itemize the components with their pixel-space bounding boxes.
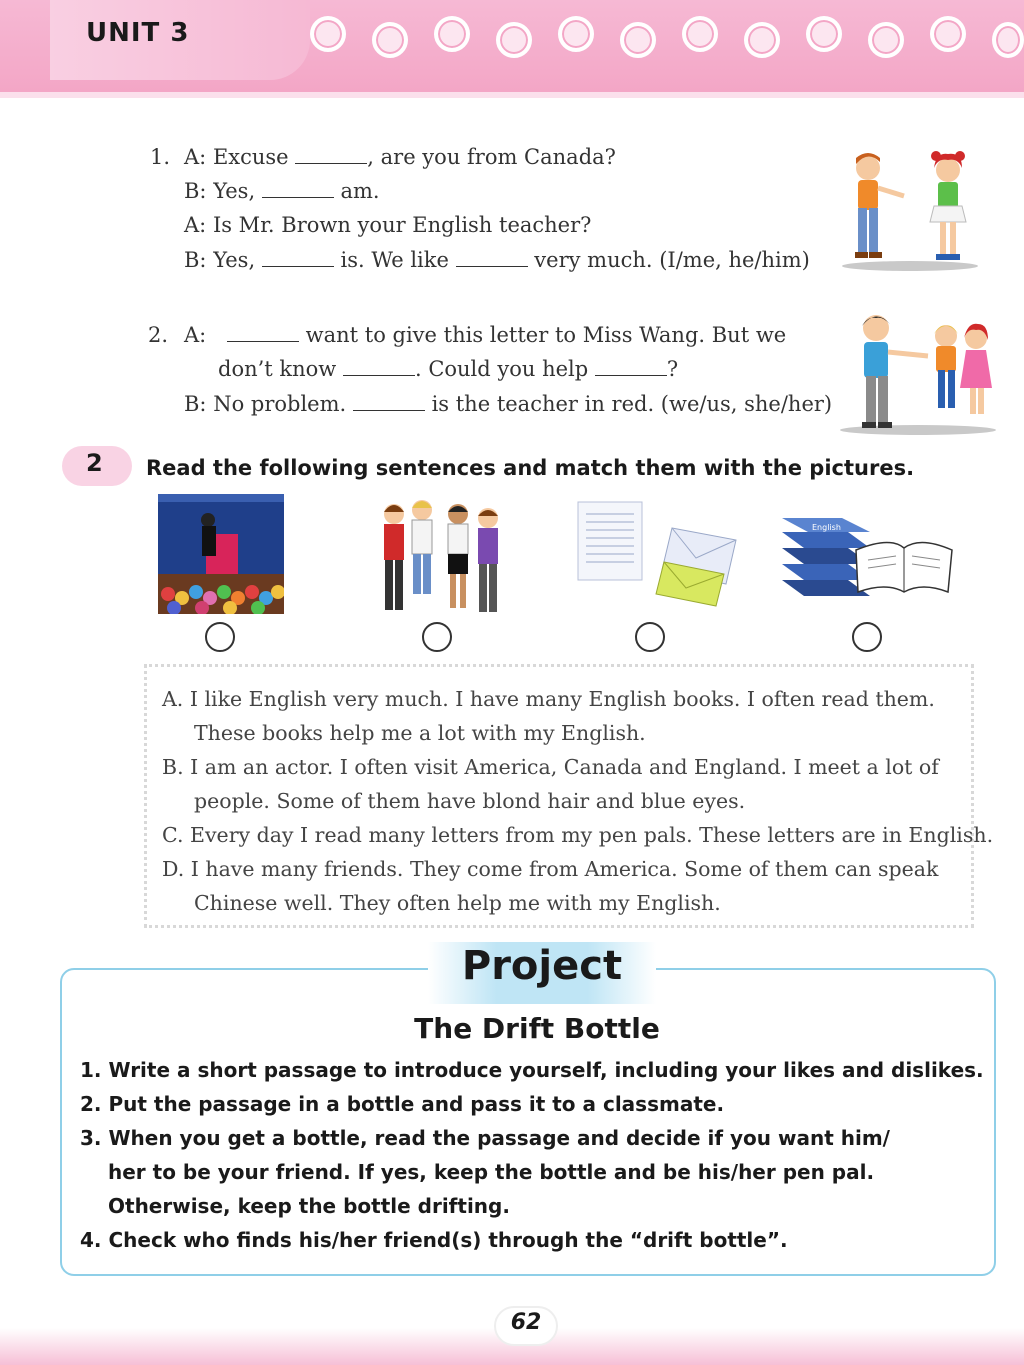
decoration-dot (806, 16, 842, 52)
answer-blank[interactable] (295, 143, 367, 164)
passage-label: A. (162, 687, 184, 711)
page-number: 62 (510, 1310, 542, 1335)
passage-label: D. (162, 857, 185, 881)
passage-b-line-1 (162, 750, 939, 784)
dialogue-text: . Could you help (414, 357, 589, 381)
answer-circle-2[interactable] (422, 622, 452, 652)
dialogue-text: very much. (I/me, he/him) (534, 248, 810, 272)
answer-blank[interactable] (353, 390, 425, 411)
passage-text: I am an actor. I often visit America, Canada and England. I meet a lot of (190, 755, 939, 779)
dialogue-text: Is Mr. Brown your English teacher? (212, 213, 592, 237)
answer-blank[interactable] (343, 355, 415, 376)
decoration-dot (372, 22, 408, 58)
passage-d-line-1 (162, 852, 938, 886)
project-step-2 (80, 1092, 724, 1116)
dialogue-text: is. We like (340, 248, 449, 272)
step-text: Write a short passage to introduce yourself, including your likes and dislikes. (108, 1058, 984, 1082)
exercise-number: 2 (86, 449, 103, 477)
project-label: Project (461, 943, 623, 989)
dialogue-2-line-3 (184, 387, 832, 421)
project-step-1 (80, 1058, 984, 1082)
dialogue-1-line-2 (184, 174, 380, 208)
header-divider (0, 92, 1024, 98)
answer-blank[interactable] (456, 246, 528, 267)
dialogue-text: , are you from Canada? (367, 145, 616, 169)
speaker-label: B: (184, 248, 207, 272)
speaker-label: B: (184, 179, 207, 203)
decoration-dot (434, 16, 470, 52)
dialogue-2-number: 2. (148, 323, 169, 347)
decoration-dot (558, 16, 594, 52)
dialogue-1-number: 1. (150, 145, 171, 169)
dialogue-1-line-3 (184, 208, 591, 242)
passage-d-line-2: Chinese well. They often help me with my English. (194, 891, 721, 915)
dialogue-text: want to give this letter to Miss Wang. But we (305, 323, 787, 347)
answer-blank[interactable] (262, 177, 334, 198)
step-number: 4. (80, 1228, 102, 1252)
boy-pointing-illustration (838, 310, 998, 436)
dialogue-text: Yes, (213, 248, 256, 272)
speaker-label: A: (184, 323, 207, 347)
decoration-dot (682, 16, 718, 52)
speaker-label: A: (184, 213, 207, 237)
passage-text: I have many friends. They come from America. Some of them can speak (190, 857, 939, 881)
speaker-label: A: (184, 145, 207, 169)
answer-blank[interactable] (595, 355, 667, 376)
decoration-dot (868, 22, 904, 58)
dialogue-text: ? (666, 357, 679, 381)
dialogue-2-line-2 (218, 352, 678, 386)
group-of-friends-picture (376, 494, 510, 618)
passage-b-line-2: people. Some of them have blond hair and blue eyes. (194, 789, 746, 813)
dialogue-text: is the teacher in red. (we/us, she/her) (431, 392, 833, 416)
answer-circle-3[interactable] (635, 622, 665, 652)
step-text: When you get a bottle, read the passage and decide if you want him/ (108, 1126, 890, 1150)
dialogue-2-line-1 (184, 318, 786, 352)
decoration-dot (496, 22, 532, 58)
passage-text: Every day I read many letters from my pen pals. These letters are in English. (190, 823, 994, 847)
decoration-dot (992, 22, 1024, 58)
project-step-4 (80, 1228, 788, 1252)
passage-c-line-1 (162, 818, 993, 852)
decoration-dot (310, 16, 346, 52)
answer-blank[interactable] (227, 321, 299, 342)
step-number: 1. (80, 1058, 102, 1082)
passage-label: B. (162, 755, 184, 779)
decoration-dot (620, 22, 656, 58)
answer-circle-4[interactable] (852, 622, 882, 652)
speaker-label: B: (184, 392, 207, 416)
passage-text: I like English very much. I have many English books. I often read them. (189, 687, 935, 711)
decoration-dot (930, 16, 966, 52)
project-step-3-line-3: Otherwise, keep the bottle drifting. (108, 1194, 510, 1218)
step-number: 2. (80, 1092, 102, 1116)
project-step-3 (80, 1126, 890, 1150)
dialogue-text: don’t know (218, 357, 337, 381)
exercise-instruction: Read the following sentences and match them with the pictures. (146, 456, 915, 480)
passage-a-line-1 (162, 682, 935, 716)
dialogue-1-line-1 (184, 140, 616, 174)
dialogue-text: No problem. (213, 392, 347, 416)
project-title: The Drift Bottle (414, 1012, 660, 1045)
project-step-3-line-2: her to be your friend. If yes, keep the bottle and be his/her pen pal. (108, 1160, 875, 1184)
actor-on-stage-picture (158, 494, 284, 614)
dialogue-text: Excuse (212, 145, 289, 169)
header-decoration-dots (310, 14, 1024, 64)
step-text: Put the passage in a bottle and pass it to a classmate. (108, 1092, 725, 1116)
books-picture (778, 510, 956, 602)
step-text: Check who finds his/her friend(s) through the “drift bottle”. (108, 1228, 788, 1252)
dialogue-text: am. (340, 179, 380, 203)
answer-blank[interactable] (262, 246, 334, 267)
answer-circle-1[interactable] (205, 622, 235, 652)
unit-title: UNIT 3 (86, 18, 190, 48)
step-number: 3. (80, 1126, 102, 1150)
decoration-dot (744, 22, 780, 58)
books-cover-text: English (812, 523, 841, 532)
boy-and-girl-illustration (840, 148, 980, 272)
dialogue-text: Yes, (213, 179, 256, 203)
passage-a-line-2: These books help me a lot with my English. (194, 721, 646, 745)
dialogue-1-line-4 (184, 243, 810, 277)
passage-label: C. (162, 823, 184, 847)
letters-picture (576, 500, 740, 608)
